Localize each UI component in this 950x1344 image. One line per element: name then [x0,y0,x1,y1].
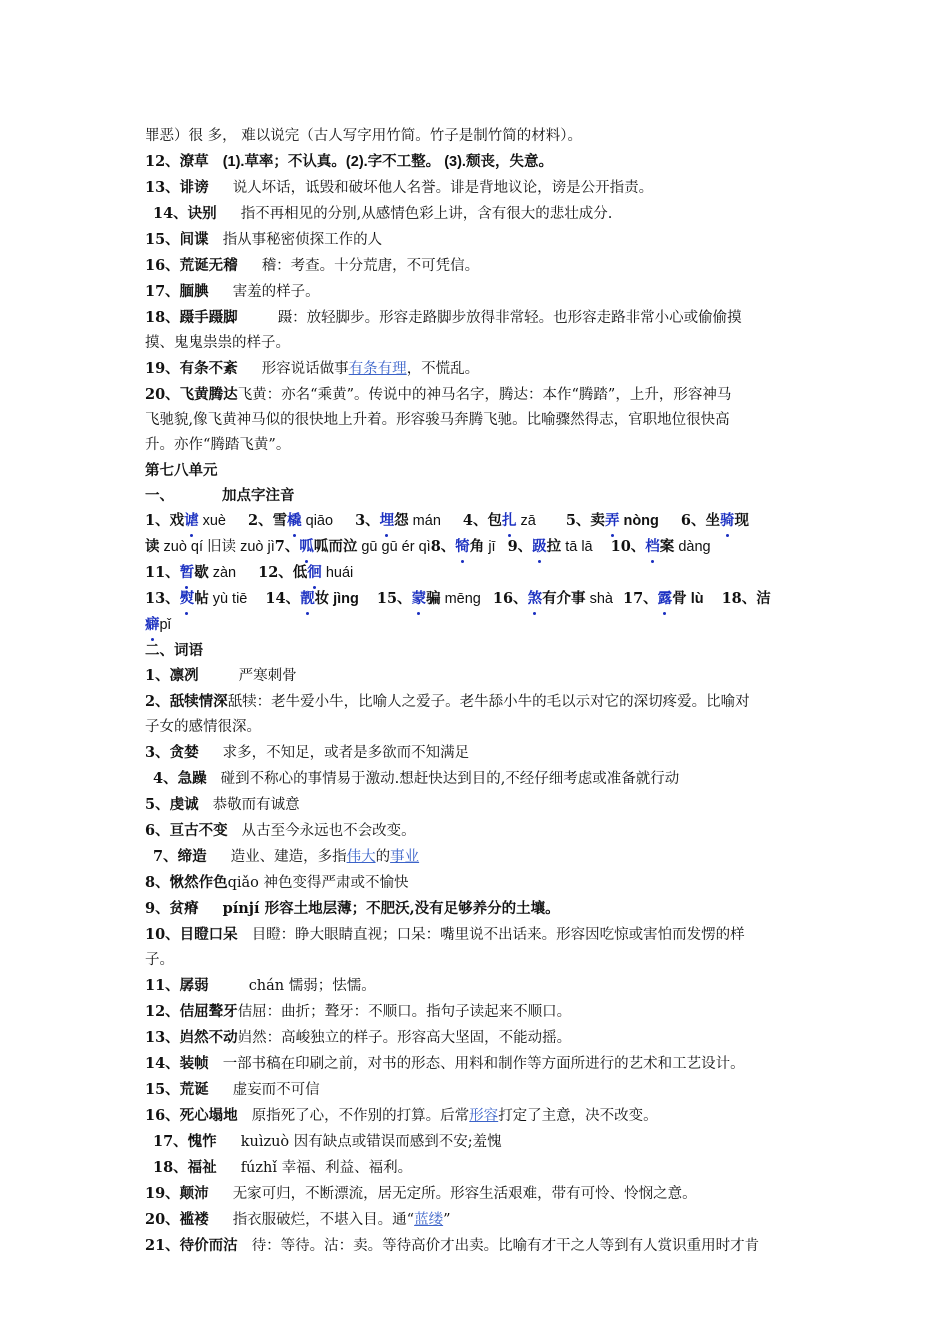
text-line: 罪恶）很 多， 难以说完（古人写字用竹简。竹子是制竹简的材料）。 [145,128,582,144]
pinyin-item [722,590,771,607]
word-entry [145,663,810,689]
word-entry [145,1025,810,1051]
pinyin: tā lā [561,539,593,555]
term: 17、腼腆 [145,283,209,300]
item-text: 7、 [274,538,300,555]
term: 13、诽谤 [145,179,209,196]
definition: 打定了主意，决不改变。 [498,1108,658,1124]
hyperlink[interactable]: 伟大 [346,849,376,865]
item-text: 12、低 [258,564,308,581]
term: 21、待价而沽 [145,1237,238,1254]
heading-number: 一、 [145,487,174,504]
dotted-char: 扎 [502,508,517,533]
definition: kuìzuò 因有缺点或错误而感到不安;羞愧 [240,1134,502,1150]
pinyin-item [508,538,593,555]
pinyin-item [623,590,704,607]
term: 10、目瞪口呆 [145,926,238,943]
definition: 蹑：放轻脚步。形容走路脚步放得非常轻。也形容走路非常小心或偷偷摸 [277,310,742,326]
item-text: 13、 [145,590,180,607]
pinyin: qiāo [301,513,334,529]
item-text: 5、卖 [565,512,605,529]
term: 18、福祉 [153,1159,217,1176]
pinyin: nòng [619,513,659,529]
item-text: 拉 [546,538,562,555]
entry-12 [145,149,810,175]
hyperlink[interactable]: 蓝缕 [414,1212,444,1228]
item-text: 2、雪 [248,512,288,529]
pinyin-item [145,590,247,607]
entry-18 [145,305,810,331]
dotted-char: 靓 [300,586,315,611]
definition: 的 [375,849,391,865]
term: 12、佶屈聱牙 [145,1003,238,1020]
word-entry [145,1181,810,1207]
item-text: 骗 [426,590,441,607]
dotted-char: 档 [645,534,660,559]
pinyin: dàng [674,539,711,555]
term: 19、颠沛 [145,1185,209,1202]
item-text: 现 [734,512,749,529]
word-entry [145,1233,810,1259]
term: 3、贪婪 [145,744,199,761]
item-text: 帖 [194,590,209,607]
definition: 指从事秘密侦探工作的人 [222,232,383,248]
pinyin-item [248,512,333,529]
term: 5、虔诚 [145,796,199,813]
word-entry [145,1155,810,1181]
word-entry [145,740,810,766]
definition: ，不慌乱。 [406,361,480,377]
term: 9、贫瘠 [145,900,199,917]
word-entry [145,766,810,792]
document-page [145,124,810,1259]
dotted-char: 暂 [180,560,195,585]
pinyin: zā [516,513,536,529]
pinyin-item [145,538,275,555]
item-text: 骨 [672,590,687,607]
item-text: 15、 [376,590,412,607]
pinyin-line [145,560,810,586]
item-text: 4、包 [462,512,502,529]
item-text: 11、 [145,564,180,581]
pinyin-item [145,564,236,581]
text-line: 升。亦作“腾踏飞黄”。 [145,437,291,453]
pinyin-item [145,512,226,529]
pinyin-line [145,612,810,638]
term: 14、诀别 [153,205,217,222]
dotted-char: 露 [658,586,673,611]
dotted-char: 煞 [528,586,543,611]
item-text: 3、 [355,512,380,529]
term: 14、装帧 [145,1055,209,1072]
definition: 严寒刺骨 [238,668,297,684]
hyperlink[interactable]: 形容 [469,1108,499,1124]
pinyin-item [431,538,496,555]
word-entry [145,1077,810,1103]
definition: 飞黄：亦名“乘黄”。传说中的神马名字，腾达：本作“腾踏”，上升，形容神马 [237,387,732,403]
pinyin-line [145,534,810,560]
text-line: 飞驰貌,像飞黄神马似的很快地上升着。形容骏马奔腾飞驰。比喻骤然得志，官职地位很快高 [145,412,730,428]
word-entry [145,818,810,844]
term: 4、急躁 [153,770,207,787]
term: 12、潦草 [145,153,209,170]
pinyin: shà [585,591,613,607]
hyperlink[interactable]: 事业 [390,849,420,865]
definition: 虚妄而不可信 [232,1082,320,1098]
term: 20、褴褛 [145,1211,209,1228]
definition: 岿然：高峻独立的样子。形容高大坚固，不能动摇。 [237,1030,572,1046]
term: 2、舐犊情深 [145,693,228,710]
definition: 指衣服破烂，不堪入目。通“ [232,1212,415,1228]
pinyin-item [611,538,711,555]
pinyin: zàn [208,565,237,581]
definition: 佶屈：曲折；聱牙：不顺口。指句子读起来不顺口。 [237,1004,572,1020]
word-entry [145,1207,810,1233]
definition: 求多，不知足，或者是多欲而不知满足 [222,745,470,761]
pinyin: xuè [198,513,227,529]
item-text: 有介事 [542,590,586,607]
item-text: 读 [145,538,160,555]
item-text: 怨 [394,512,409,529]
pinyin: pǐ [159,617,171,633]
definition: 形容说话做事 [261,361,349,377]
term: 7、缔造 [153,848,207,865]
definition: qiǎo 神色变得严肃或不愉快 [227,875,409,891]
item-text: 角 [469,538,485,555]
dotted-char: 橇 [287,508,302,533]
text-line: 子女的感情很深。 [145,719,261,735]
term: 16、荒诞无稽 [145,257,238,274]
word-entry [145,1051,810,1077]
pinyin-item [493,590,613,607]
dotted-char: 骑 [720,508,735,533]
text-line: 摸、鬼鬼祟祟的样子。 [145,335,290,351]
hyperlink[interactable]: 有条有理 [348,361,407,377]
pinyin: gū gū ér qì [357,539,431,555]
dotted-char: 犄 [455,534,470,559]
subsection-heading: 二、词语 [145,642,203,659]
item-text: 呱而泣 [313,538,358,555]
item-text: 17、 [622,590,658,607]
definition: 原指死了心，不作别的打算。后常 [251,1108,470,1124]
pinyin-item [681,512,749,529]
word-entry [145,792,810,818]
pinyin-item [265,590,359,607]
pinyin-item [258,564,353,581]
term: 15、荒诞 [145,1081,209,1098]
pinyin-line [145,586,810,612]
pinyin: zuò qí 旧读 zuò jì [159,539,275,555]
dotted-char: 谑 [184,508,199,533]
term: 8、愀然作色 [145,874,228,891]
dotted-char: 熨 [180,586,195,611]
definition: (1).草率；不认真。(2).字不工整。 (3).颓丧，失意。 [222,154,553,170]
entry-13 [145,175,810,201]
word-list [145,663,810,1259]
pinyin-item [566,512,659,529]
term: 15、间谍 [145,231,209,248]
item-text: 16、 [492,590,528,607]
pinyin: yù tiē [208,591,248,607]
definition: 造业、建造，多指 [230,849,347,865]
heading-text: 加点字注音 [222,487,295,504]
definition: 指不再相见的分别,从感情色彩上讲，含有很大的悲壮成分. [240,206,613,222]
pinyin: huái [321,565,354,581]
word-entry [145,689,810,715]
term: 19、有条不紊 [145,360,238,377]
dotted-char: 趿 [532,534,547,559]
entry-19 [145,356,810,382]
item-text: 9、 [507,538,533,555]
word-entry [145,922,810,948]
dotted-char: 埋 [380,508,395,533]
definition: 稽：考查。十分荒唐，不可凭信。 [261,258,480,274]
entry-17 [145,279,810,305]
subsection-heading [145,483,810,508]
item-text: 歇 [194,564,209,581]
dotted-char: 癖 [145,612,160,637]
dotted-char: 弄 [605,508,620,533]
entry-15 [145,227,810,253]
word-entry [145,1103,810,1129]
pinyin: mēng [440,591,481,607]
pinyin-item [275,538,431,555]
term: 20、飞黄腾达 [145,386,238,403]
term: 13、岿然不动 [145,1029,238,1046]
term: 6、亘古不变 [145,822,228,839]
word-entry [145,896,810,922]
word-entry [145,844,810,870]
definition: pínjí 形容土地层薄；不肥沃,没有足够养分的土壤。 [222,900,560,917]
definition: 一部书稿在印刷之前，对书的形态、用料和制作等方面所进行的艺术和工艺设计。 [222,1056,745,1072]
dotted-char: 蒙 [412,586,427,611]
pinyin: jī [484,539,496,555]
item-text: 1、戏 [145,512,185,529]
term: 17、愧怍 [153,1133,217,1150]
term: 16、死心塌地 [145,1107,238,1124]
definition: 碰到不称心的事情易于激动.想赶快达到目的,不经仔细考虑或准备就行动 [220,771,680,787]
definition: ” [443,1212,451,1228]
term: 11、孱弱 [145,977,209,994]
definition: 舐犊：老牛爱小牛，比喻人之爱子。老牛舔小牛的毛以示对它的深切疼爱。比喻对 [227,694,750,710]
pinyin-item [377,590,481,607]
term: 18、蹑手蹑脚 [145,309,238,326]
pinyin-line [145,508,810,534]
item-text: 18、洁 [721,590,771,607]
entry-20 [145,382,810,408]
dotted-char: 徊 [307,560,322,585]
item-text: 8、 [430,538,456,555]
item-text: 10、 [610,538,646,555]
definition: 说人坏话，诋毁和破坏他人名誉。诽是背地议论，谤是公开指责。 [232,180,654,196]
word-entry [145,870,810,896]
dotted-char: 呱 [299,534,314,559]
definition: 恭敬而有诚意 [212,797,300,813]
item-text: 14、 [265,590,301,607]
pinyin: jìng [329,591,359,607]
word-entry [145,973,810,999]
item-text: 妆 [314,590,330,607]
definition: fúzhǐ 幸福、利益、福利。 [240,1160,413,1176]
pinyin: mán [408,513,441,529]
pinyin-item [355,512,441,529]
definition: 从古至今永远也不会改变。 [241,823,416,839]
section-heading: 第七八单元 [145,462,218,479]
text-line: 子。 [145,952,174,968]
definition: 待：等待。沽：卖。等待高价才出卖。比喻有才干之人等到有人赏识重用时才肯 [251,1238,760,1254]
entry-16 [145,253,810,279]
definition: 害羞的样子。 [232,284,320,300]
item-text: 案 [659,538,675,555]
word-entry [145,999,810,1025]
definition: 目瞪：睁大眼睛直视；口呆：嘴里说不出话来。形容因吃惊或害怕而发愣的样 [251,927,745,943]
word-entry [145,1129,810,1155]
entry-14 [145,201,810,227]
pinyin-item [463,512,536,529]
item-text: 6、坐 [680,512,720,529]
definition: 无家可归，不断漂流，居无定所。形容生活艰难，带有可怜、怜悯之意。 [232,1186,697,1202]
term: 1、凛冽 [145,667,199,684]
definition: chán 懦弱；怯懦。 [248,978,376,994]
pinyin: lù [686,591,704,607]
